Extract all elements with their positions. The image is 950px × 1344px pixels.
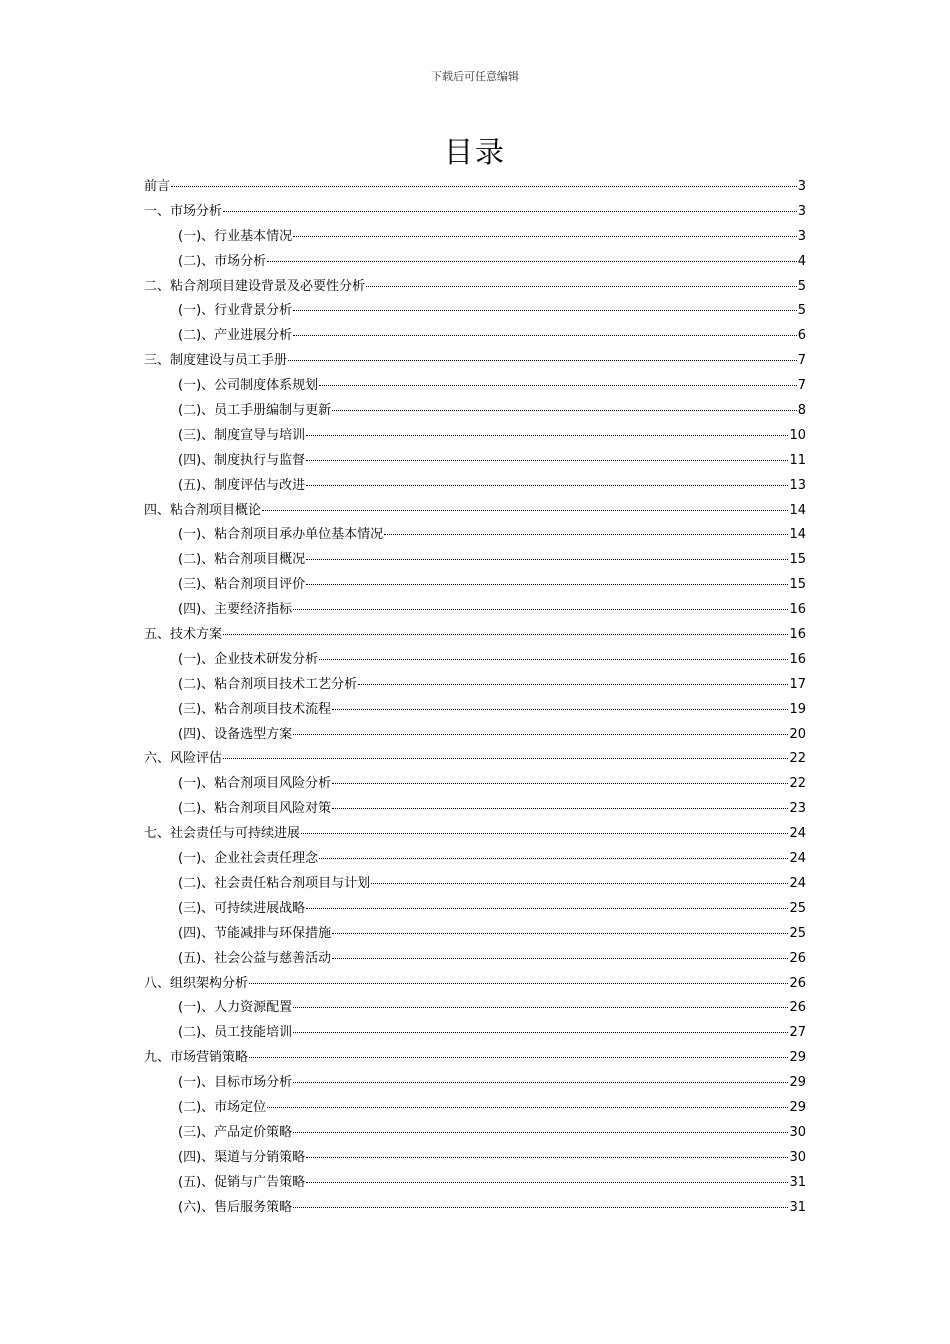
dot-leader [306,1182,788,1183]
toc-subentry[interactable] [144,324,806,349]
toc-subentry[interactable] [144,673,806,698]
toc-page-number: 24 [789,875,806,891]
toc-entry-label: (五)、促销与广告策略 [178,1174,306,1190]
toc-page-number: 29 [789,1099,806,1115]
toc-page-number: 10 [789,427,806,443]
toc-subentry[interactable] [144,947,806,972]
toc-entry-label: 八、组织架构分析 [144,975,249,991]
toc-page-number: 23 [789,801,806,817]
toc-page-number: 7 [797,378,806,394]
toc-subentry[interactable] [144,225,806,250]
toc-entry-label: (二)、产业进展分析 [178,328,293,344]
toc-page-number: 5 [797,278,806,294]
toc-entry-label: (四)、主要经济指标 [178,602,293,618]
toc-page-number: 22 [789,776,806,792]
toc-page-number: 24 [789,826,806,842]
toc-subentry[interactable] [144,598,806,623]
toc-entry-label: (二)、社会责任粘合剂项目与计划 [178,875,371,891]
toc-entry-label: (二)、粘合剂项目风险对策 [178,801,332,817]
toc-subentry[interactable] [144,996,806,1021]
dot-leader [332,410,797,411]
toc-entry-label: 九、市场营销策略 [144,1050,249,1066]
dot-leader [306,460,788,461]
toc-entry-label: 二、粘合剂项目建设背景及必要性分析 [144,278,366,294]
toc-page-number: 26 [789,950,806,966]
toc-page-number: 31 [789,1174,806,1190]
dot-leader [306,908,788,909]
toc-entry-label: (二)、市场分析 [178,253,267,269]
toc-entry[interactable] [144,349,806,374]
toc-page-number: 25 [789,925,806,941]
toc-entry-label: (四)、渠道与分销策略 [178,1149,306,1165]
toc-page-number: 29 [789,1050,806,1066]
dot-leader [293,1132,788,1133]
toc-subentry[interactable] [144,723,806,748]
toc-entry-label: 七、社会责任与可持续进展 [144,826,301,842]
toc-entry-label: 三、制度建设与员工手册 [144,353,288,369]
toc-entry-label: (三)、粘合剂项目评价 [178,577,306,593]
dot-leader [371,883,788,884]
toc-entry-label: 四、粘合剂项目概论 [144,502,262,518]
toc-page-number: 26 [789,1000,806,1016]
dot-leader [384,534,788,535]
toc-page-number: 20 [789,726,806,742]
toc-entry-label: (一)、企业技术研发分析 [178,651,319,667]
toc-subentry[interactable] [144,424,806,449]
dot-leader [332,783,788,784]
toc-subentry[interactable] [144,1146,806,1171]
toc-page-number: 19 [789,701,806,717]
dot-leader [262,510,788,511]
toc-entry-label: (一)、行业背景分析 [178,303,293,319]
toc-entry-label: (四)、设备选型方案 [178,726,293,742]
toc-subentry[interactable] [144,523,806,548]
toc-entry-label: (五)、制度评估与改进 [178,477,306,493]
toc-page-number: 3 [797,228,806,244]
dot-leader [288,360,797,361]
toc-page-number: 29 [789,1075,806,1091]
toc-entry-label: (三)、粘合剂项目技术流程 [178,701,332,717]
toc-subentry[interactable] [144,698,806,723]
toc-entry-label: 一、市场分析 [144,203,223,219]
toc-entry-label: (四)、节能减排与环保措施 [178,925,332,941]
dot-leader [301,833,788,834]
toc-entry-label: (一)、公司制度体系规划 [178,378,319,394]
toc-subentry[interactable] [144,872,806,897]
dot-leader [306,1157,788,1158]
dot-leader [332,958,788,959]
dot-leader [332,709,788,710]
dot-leader [306,584,788,585]
dot-leader [223,634,788,635]
toc-subentry[interactable] [144,1196,806,1221]
toc-entry[interactable] [144,200,806,225]
toc-page-number: 17 [789,676,806,692]
toc-page-number: 14 [789,502,806,518]
dot-leader [249,1057,788,1058]
toc-subentry[interactable] [144,399,806,424]
toc-page-number: 24 [789,851,806,867]
dot-leader [332,808,788,809]
toc-subentry[interactable] [144,1171,806,1196]
header-note: 下载后可任意编辑 [431,70,519,83]
toc-page-number: 3 [797,179,806,194]
toc-entry-label: (一)、目标市场分析 [178,1075,293,1091]
toc-entry[interactable] [144,1046,806,1071]
toc-page-number: 22 [789,751,806,767]
dot-leader [267,1107,788,1108]
toc-entry-label: 前言 [144,179,171,194]
toc-entry-label: (二)、粘合剂项目概况 [178,552,306,568]
toc-subentry[interactable] [144,797,806,822]
toc-entry-label: (二)、市场定位 [178,1099,267,1115]
toc-subentry[interactable] [144,772,806,797]
toc-page-number: 25 [789,900,806,916]
toc-entry-label: 五、技术方案 [144,627,223,643]
toc-subentry[interactable] [144,847,806,872]
toc-page-number: 30 [789,1149,806,1165]
toc-page-number: 13 [789,477,806,493]
toc-entry-label: (一)、人力资源配置 [178,1000,293,1016]
toc-subentry[interactable] [144,374,806,399]
dot-leader [332,933,788,934]
toc-page-number: 4 [797,253,806,269]
toc-entry-label: (二)、员工技能培训 [178,1025,293,1041]
toc-entry[interactable] [144,175,806,200]
toc-subentry[interactable] [144,1121,806,1146]
toc-entry-label: (二)、粘合剂项目技术工艺分析 [178,676,358,692]
toc-page-number: 30 [789,1124,806,1140]
dot-leader [306,435,788,436]
toc-entry[interactable] [144,822,806,847]
toc-subentry[interactable] [144,648,806,673]
dot-leader [293,609,788,610]
toc-page-number: 8 [797,403,806,419]
toc-page-number: 16 [789,602,806,618]
toc-entry-label: 六、风险评估 [144,751,223,767]
toc-page-number: 14 [789,527,806,543]
toc-entry[interactable] [144,499,806,524]
dot-leader [306,485,788,486]
dot-leader [319,385,797,386]
toc-page-number: 27 [789,1025,806,1041]
toc-entry-label: (五)、社会公益与慈善活动 [178,950,332,966]
dot-leader [223,758,788,759]
toc-subentry[interactable] [144,1096,806,1121]
dot-leader [223,211,797,212]
toc-subentry[interactable] [144,474,806,499]
toc-entry-label: (一)、企业社会责任理念 [178,851,319,867]
toc-entry-label: (二)、员工手册编制与更新 [178,403,332,419]
toc-page-number: 6 [797,328,806,344]
toc-entry-label: (三)、制度宣导与培训 [178,427,306,443]
toc-entry-label: (一)、粘合剂项目承办单位基本情况 [178,527,384,543]
toc-page-number: 11 [789,452,806,468]
dot-leader [319,858,788,859]
dot-leader [293,236,797,237]
toc-page-number: 15 [789,577,806,593]
dot-leader [293,335,797,336]
dot-leader [366,286,797,287]
toc-entry-label: (一)、粘合剂项目风险分析 [178,776,332,792]
toc-entry-label: (一)、行业基本情况 [178,228,293,244]
toc-subentry[interactable] [144,573,806,598]
dot-leader [171,186,797,187]
toc-page-number: 7 [797,353,806,369]
toc-page-number: 16 [789,651,806,667]
dot-leader [319,659,788,660]
toc-subentry[interactable] [144,299,806,324]
dot-leader [293,1207,788,1208]
dot-leader [358,684,788,685]
toc-entry-label: (四)、制度执行与监督 [178,452,306,468]
toc-entry-label: (三)、产品定价策略 [178,1124,293,1140]
toc-subentry[interactable] [144,922,806,947]
toc-page-number: 26 [789,975,806,991]
toc-subentry[interactable] [144,449,806,474]
dot-leader [267,261,797,262]
dot-leader [293,310,797,311]
toc-entry[interactable] [144,623,806,648]
toc-subentry[interactable] [144,250,806,275]
toc-page-number: 5 [797,303,806,319]
dot-leader [293,1082,788,1083]
dot-leader [306,559,788,560]
toc-entry-label: (三)、可持续进展战略 [178,900,306,916]
toc-page-number: 31 [789,1199,806,1215]
toc-subentry[interactable] [144,1021,806,1046]
toc-entry[interactable] [144,972,806,997]
toc-entry-label: (六)、售后服务策略 [178,1199,293,1215]
toc-page-number: 15 [789,552,806,568]
toc-entry[interactable] [144,747,806,772]
table-of-contents [144,175,806,1220]
toc-entry[interactable] [144,275,806,300]
dot-leader [293,1007,788,1008]
dot-leader [293,734,788,735]
toc-subentry[interactable] [144,548,806,573]
page-title: 目录 [443,135,506,169]
toc-page-number: 3 [797,203,806,219]
toc-subentry[interactable] [144,1071,806,1096]
dot-leader [293,1032,788,1033]
toc-subentry[interactable] [144,897,806,922]
toc-page-number: 16 [789,627,806,643]
dot-leader [249,983,788,984]
